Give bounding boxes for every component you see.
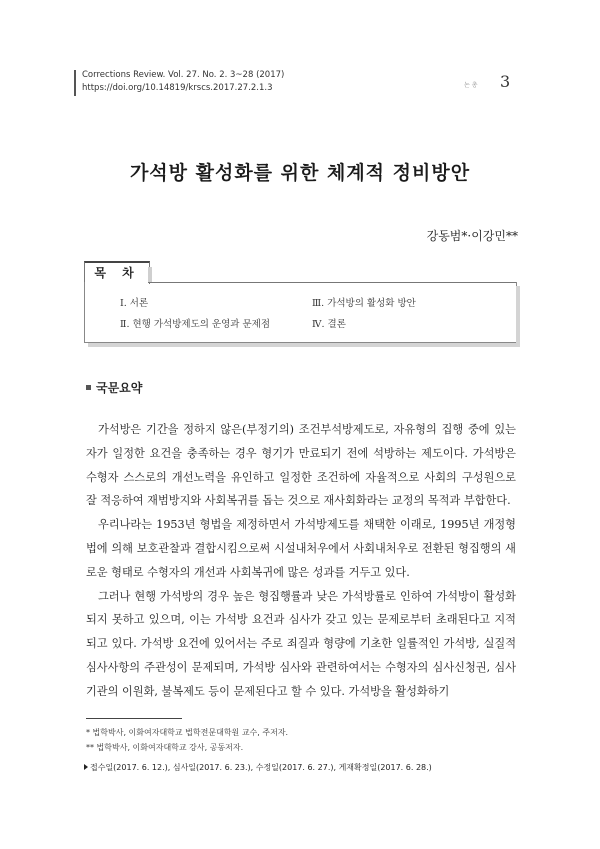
toc-item-2: Ⅱ. 현행 가석방제도의 운영과 문제점 [120,319,271,330]
footnote-1: * 법학박사, 이화여자대학교 법학전문대학원 교수, 주저자. [86,728,289,737]
abstract-body [86,418,516,704]
toc-item-3: Ⅲ. 가석방의 활성화 방안 [312,298,416,309]
article-authors: 강동범*·이강민** [426,229,518,243]
square-bullet-icon [86,385,91,390]
section-mark: 논 총 [464,82,478,89]
toc-item-1: Ⅰ. 서론 [120,298,149,309]
toc-shadow-bottom [88,343,520,347]
header-rule [74,70,76,96]
submission-dates [84,762,432,773]
journal-citation: Corrections Review. Vol. 27. No. 2. 3~28 (2017) [82,70,285,80]
footnote-2: ** 법학박사, 이화여자대학교 강사, 공동저자. [86,743,244,752]
abstract-heading-text: 국문요약 [96,381,143,395]
journal-header [82,69,284,95]
toc-tab-shadow [148,267,152,283]
toc-item-4: Ⅳ. 결론 [312,319,346,330]
abstract-heading [86,379,142,396]
article-title: 가석방 활성화를 위한 체계적 정비방안 [129,162,471,184]
submission-dates-text: 접수일(2017. 6. 12.), 심사일(2017. 6. 23.), 수정일(2017. 6. 27.), 게재확정일(2017. 6. 28.) [90,763,432,772]
footnote-rule [86,718,182,719]
triangle-bullet-icon [84,764,88,770]
doi-link[interactable]: https://doi.org/10.14819/krscs.2017.27.2.1.3 [82,83,273,93]
toc-box [84,282,517,343]
table-of-contents [84,261,516,343]
toc-shadow-right [516,286,520,346]
toc-label: 목 차 [84,261,150,284]
abstract-paragraph-3: 그러나 현행 가석방의 경우 높은 형집행률과 낮은 가석방률로 인하여 가석방이 활성화되지 못하고 있으며, 이는 가석방 요건과 심사가 갖고 있는 문제로부터 초래된다고 지적되고 있다. 가석방 요건에 있어서는 주로 죄질과 형량에 기초한 일률적인 가석방, 실질적 심사사항의 주관성이 문제되며, 가석방 심사와 관련하여서는 수형자의 심사신청권, 심사기관의 이원화, 불복제도 등이 문제된다고 할 수 있다. 가석방을 활성화하기 [86,589,516,698]
abstract-paragraph-2: 우리나라는 1953년 형법을 제정하면서 가석방제도를 채택한 이래로, 1995년 개정형법에 의해 보호관찰과 결합시킴으로써 시설내처우에서 사회내처우로 전환된 형집행의 새로운 형태로 수형자의 개선과 사회복귀에 많은 성과를 거두고 있다. [86,518,516,579]
abstract-paragraph-1: 가석방은 기간을 정하지 않은(부정기의) 조건부석방제도로, 자유형의 집행 중에 있는 자가 일정한 요건을 충족하는 경우 형기가 만료되기 전에 석방하는 제도이다. 가석방은 수형자 스스로의 개선노력을 유인하고 일정한 조건하에 자율적으로 사회의 구성원으로 잘 적응하여 재범방지와 사회복귀를 돕는 것으로 재사회화라는 교정의 목적과 부합한다. [86,423,516,508]
page-number: 3 [500,72,511,91]
